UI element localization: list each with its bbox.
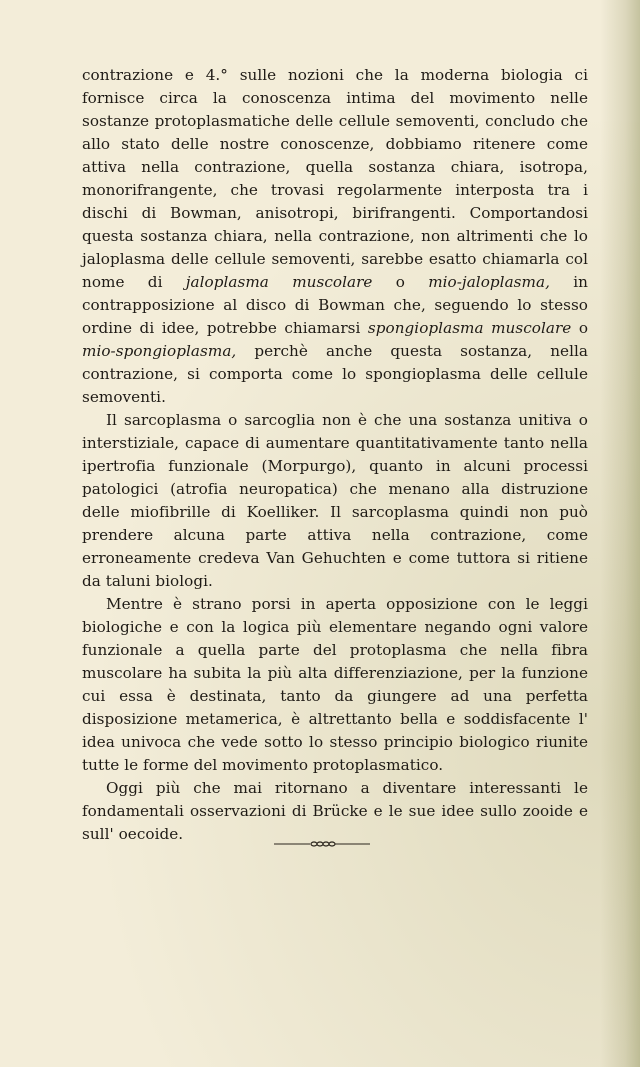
text-segment: in contrapposizione al disco di Bowman che, seguendo lo stesso ordine di idee, potrebbe chiamarsi (82, 273, 588, 337)
italic-term: jaloplasma muscolare (185, 273, 373, 291)
text-segment: Il sarcoplasma o sarcoglia non è che una sostanza unitiva o interstiziale, capace di aumentare quantitativamente tanto nella ipertrofia funzionale (Morpurgo), quanto in alcuni processi patologici (atrofia neuropatica) che menano alla distruzione delle miofibrille di Koelliker. Il sarcoplasma quindi non può prendere alcuna parte attiva nella contrazione, come erroneamente credeva Van Gehuchten e come tuttora si ritiene da taluni biologi. (82, 411, 588, 590)
paragraph-2 (82, 409, 588, 593)
text-segment: Mentre è strano porsi in aperta opposizione con le leggi biologiche e con la logica più elementare negando ogni valore funzionale a quella parte del protoplasma che nella fibra muscolare ha subita la più alta differenziazione, per la funzione cui essa è destinata, tanto da giungere ad una perfetta disposizione metamerica, è altrettanto bella e soddisfacente l' idea univoca che vede sotto lo stesso principio biologico riunite tutte le forme del movimento protoplasmatico. (82, 595, 588, 774)
paragraph-1 (82, 64, 588, 409)
text-segment: contrazione e 4.° sulle nozioni che la moderna biologia ci fornisce circa la conoscenza intima del movimento nelle sostanze protoplasmatiche delle cellule semoventi, concludo che allo stato delle nostre conoscenze, dobbiamo ritenere come attiva nella contrazione, quella sostanza chiara, isotropa, monorifrangente, che trovasi regolarmente interposta tra i dischi di Bowman, anisotropi, birifrangenti. Comportandosi questa sostanza chiara, nella contrazione, non altrimenti che lo jaloplasma delle cellule semoventi, sarebbe esatto chiamarla col nome di (82, 66, 588, 291)
text-segment: perchè anche questa sostanza, nella contrazione, si comporta come lo spongioplasma delle cellule semoventi. (82, 342, 588, 406)
text-segment: o (372, 273, 429, 291)
text-segment: Oggi più che mai ritornano a diventare interessanti le fondamentali osservazioni di Brücke e le sue idee sullo zooide e sull' oecoide. (82, 779, 588, 843)
italic-term: mio-spongioplasma, (82, 342, 237, 360)
text-segment: o (571, 319, 589, 337)
italic-term: spongioplasma muscolare (367, 319, 572, 337)
paragraph-3 (82, 593, 588, 777)
body-text (82, 64, 588, 846)
end-ornament-icon (274, 838, 370, 850)
italic-term: mio-jaloplasma, (428, 273, 550, 291)
paragraph-4 (82, 777, 588, 846)
